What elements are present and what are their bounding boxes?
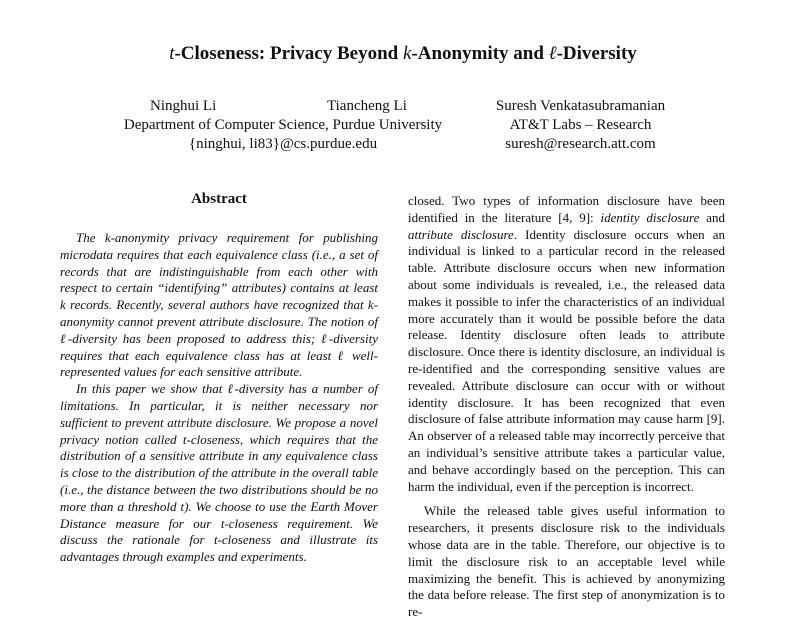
title-text-1: -Closeness: Privacy Beyond [174, 43, 403, 64]
intro-paragraph-1 [408, 193, 725, 495]
term-identity-disclosure: identity disclosure [600, 209, 700, 225]
title-math-t: t [169, 43, 175, 64]
purdue-author-block [113, 97, 453, 154]
author-ninghui-li: Ninghui Li [150, 98, 217, 114]
author-suresh-venkatasubramanian: Suresh Venkatasubramanian [495, 98, 666, 114]
title-text-3: -Diversity [556, 43, 637, 64]
att-author-block [478, 97, 683, 154]
paper-title [0, 42, 806, 66]
intro-p1-text-a: closed. Two types of information disclosure have been identified in the literature [4, 9]: [408, 193, 725, 225]
left-column [60, 190, 378, 566]
purdue-email: {ninghui, li83}@cs.purdue.edu [188, 136, 378, 152]
purdue-affiliation: Department of Computer Science, Purdue University [123, 117, 443, 133]
right-column [408, 193, 725, 621]
abstract-paragraph-1: The k-anonymity privacy requirement for publishing microdata requires that each equivalence class (i.e., a set of records that are indistinguishable from each other with respect to certain “identifying” attributes) contains at least k records. Recently, several authors have recognized that k-anonymity cannot prevent attribute disclosure. The notion of ℓ-diversity has been proposed to address this; ℓ-diversity requires that each equivalence class has at least ℓ well-represented values for each sensitive attribute. [60, 230, 378, 380]
att-email: suresh@research.att.com [505, 136, 656, 152]
term-attribute-disclosure: attribute disclosure [408, 226, 514, 242]
title-text-2: -Anonymity and [411, 43, 549, 64]
intro-p1-text-c: and [699, 209, 725, 225]
author-section [0, 97, 806, 157]
intro-paragraph-2: While the released table gives useful information to researchers, it presents disclosure risk to the individuals whose data are in the table. Therefore, our objective is to limit the disclosure risk to an acceptable level while maximizing the benefit. This is achieved by anonymizing the data before release. The first step of anonymization is to re- [408, 503, 725, 620]
intro-p1-text-e: . Identity disclosure occurs when an individual is linked to a particular record in the released table. Attribute disclosure occurs when new information about some individuals is revealed, i.e., the released data makes it possible to infer the characteristics of an individual more accurately than it would be possible before the data release. Identity disclosure often leads to attribute disclosure. Once there is identity disclosure, an individual is re-identified and the corresponding sensitive values are revealed. Attribute disclosure can occur with or without identity disclosure. It has been recognized that even disclosure of false attribute information may cause harm [9]. An observer of a released table may incorrectly perceive that an individual’s sensitive attribute takes a particular value, and behave accordingly based on the perception. This can harm the individual, even if the perception is incorrect. [408, 226, 725, 494]
abstract-heading: Abstract [191, 191, 247, 207]
author-tiancheng-li: Tiancheng Li [327, 98, 407, 114]
title-math-l: ℓ [548, 43, 557, 64]
att-affiliation: AT&T Labs – Research [509, 117, 652, 133]
title-math-k: k [402, 43, 412, 64]
abstract-paragraph-2: In this paper we show that ℓ-diversity has a number of limitations. In particular, it is neither necessary nor sufficient to prevent attribute disclosure. We propose a novel privacy notion called t-closeness, which requires that the distribution of a sensitive attribute in any equivalence class is close to the distribution of the attribute in the overall table (i.e., the distance between the two distributions should be no more than a threshold t). We choose to use the Earth Mover Distance measure for our t-closeness requirement. We discuss the rationale for t-closeness and illustrate its advantages through examples and experiments. [60, 381, 378, 565]
